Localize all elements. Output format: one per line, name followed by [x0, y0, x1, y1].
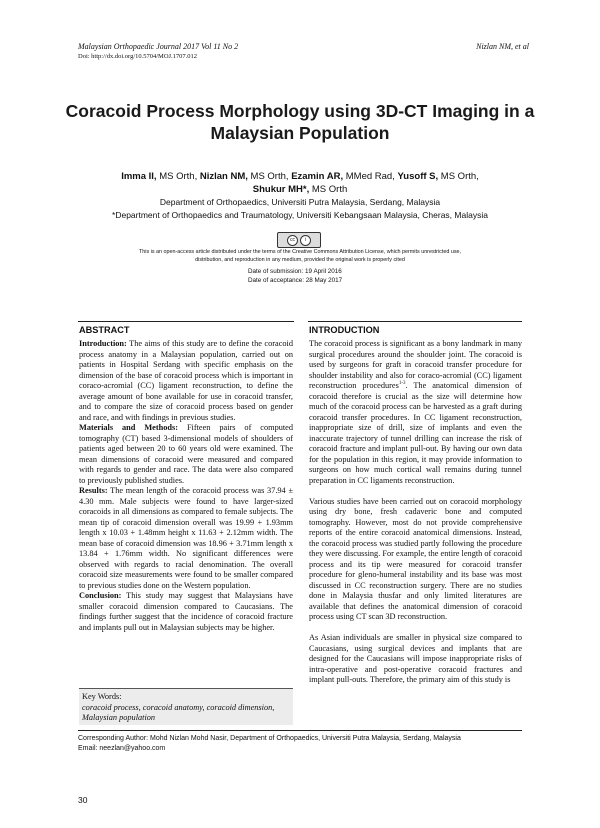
corresponding-email: Email: neezlan@yahoo.com [78, 744, 166, 752]
author-degree: MS Orth, [250, 171, 289, 182]
intro-para-1-rest: . The anatomical dimension of coracoid therefore is crucial as the size will determine how much of the coracoid process can be harvested as a graft during coracoid transfer procedures. In CC ligament reconstruction, inappropriate size of drill, size of implants and even the inaccurate trajectory of tunnel drilling can increase the risk of coracoid fracture and implant pull-out. By having our own data for the population in this region, it may provide information to surgeons on how much cortical wall remains during tunnel preparation in CC ligaments reconstruction. [309, 381, 522, 485]
author-name: Nizlan NM, [199, 171, 248, 182]
divider-right [308, 321, 522, 322]
creative-commons-badge [277, 232, 321, 248]
conclusion-text: This study may suggest that Malaysians have smaller coracoid dimension compared to Caucasians. The findings further suggest that the incidence of coracoid fracture and implants pull out in Malaysian subjects may be higher. [79, 591, 293, 632]
introduction-heading: INTRODUCTION [309, 325, 380, 335]
author-degree: MMed Rad, [345, 171, 395, 182]
abstract-heading: ABSTRACT [79, 325, 130, 335]
methods-label: Materials and Methods: [79, 423, 178, 432]
author-name: Yusoff S, [397, 171, 439, 182]
cc-icon: cc [287, 235, 298, 246]
footer-divider [78, 730, 522, 731]
submission-date: Date of submission: 19 April 2016 [248, 268, 342, 275]
author-name: Imma II, [121, 171, 157, 182]
methods-text: Fifteen pairs of computed tomography (CT) based 3-dimensional models of shoulders of patients aged between 20 to 60 years old were examined. The mean dimensions of coracoid were measured and compared with regards to gender and race. The data were also compared to previously published studies. [79, 423, 293, 485]
intro-para-3: As Asian individuals are smaller in physical size compared to Caucasians, using surgical devices and implants that are designed for the Caucasians will impose inappropriate risks of intra-operative and post-operative coracoid fractures and implant pull-outs. Therefore, the primary aim of this study is [309, 633, 522, 684]
author-list [80, 171, 520, 196]
keywords-values: coracoid process, coracoid anatomy, coracoid dimension, Malaysian population [82, 703, 275, 722]
article-dates [248, 268, 342, 285]
author-degree: MS Orth [311, 183, 348, 195]
corresponding-line: Corresponding Author: Mohd Nizlan Mohd Nasir, Department of Orthopaedics, Universiti Putra Malaysia, Serdang, Malaysia [78, 735, 461, 742]
affiliation-line: *Department of Orthopaedics and Traumatology, Universiti Kebangsaan Malaysia, Cheras, Malaysia [112, 210, 488, 220]
license-text [118, 248, 482, 264]
corresponding-author [78, 734, 461, 753]
intro-para-2: Various studies have been carried out on coracoid morphology using dry bone, fresh cadaveric bone and computed tomography. However, most do not provide comprehensive reports of the entire coracoid anatomical dimensions. Instead, the coracoid process was studied partly following the procedure they were discussing. For example, the entire length of coracoid process and its tip were measured for coracoid transfer procedure for gleno-humeral instability and its base was most discussed in CC reconstruction surgery. There are no studies done in Malaysia thusfar and only limited literatures are available that defines the anatomical dimension of coracoid process using CT scan 3D reconstruction. [309, 496, 522, 621]
license-line: This is an open-access article distributed under the terms of the Creative Commons Attribution License, which permits unrestricted use, [138, 249, 462, 255]
divider-left [78, 321, 294, 322]
introduction-body [309, 339, 522, 686]
license-line: distribution, and reproduction in any medium, provided the original work is properly cited [195, 257, 405, 263]
journal-name: Malaysian Orthopaedic Journal 2017 Vol 11 No 2 [78, 42, 239, 51]
author-degree: MS Orth, [440, 171, 479, 182]
article-title: Coracoid Process Morphology using 3D-CT Imaging in a Malaysian Population [65, 101, 535, 143]
conclusion-label: Conclusion: [79, 591, 122, 600]
results-text: The mean length of the coracoid process was 37.94 ± 4.30 mm. Male subjects were found to have larger-sized coracoids in all dimensions as compared to female subjects. The mean tip of coracoid dimension overall was 19.99 + 1.93mm length x 10.03 + 1.48mm height x 11.63 + 2.12mm width. The mean base of coracoid dimension was 18.96 + 3.71mm length x 13.84 + 1.76mm width. No significant differences were observed with regards to racial denomination. The overall coracoid size measurements were found to be smaller compared to previous studies done on the Western population. [79, 486, 293, 590]
author-name: Shukur MH*, [252, 183, 310, 195]
by-icon: i [300, 235, 311, 246]
page-number: 30 [78, 795, 88, 805]
intro-text: The aims of this study are to define the coracoid process anatomy in a Malaysian population, carried out on patients in Hospital Serdang with specific emphasis on the dimension of the base of coracoid process which is important in coraco-acromial (CC) ligament reconstruction, to define the average amount of bone available for use in coracoid transfer, and to compare the size of coracoid process based on gender and race, and with findings in previous studies. [79, 339, 293, 422]
acceptance-date: Date of acceptance: 28 May 2017 [248, 276, 343, 284]
doi-link[interactable]: Doi: http://dx.doi.org/10.5704/MOJ.1707.012 [78, 53, 198, 60]
author-degree: MS Orth, [159, 171, 198, 182]
affiliation-line: Department of Orthopaedics, Universiti Putra Malaysia, Serdang, Malaysia [159, 197, 441, 207]
keywords-label: Key Words: [82, 692, 122, 701]
author-name: Ezamin AR, [291, 171, 344, 182]
results-label: Results: [79, 486, 108, 495]
citation-ref: 1-3 [398, 381, 406, 387]
intro-label: Introduction: [79, 339, 127, 348]
affiliations [60, 196, 540, 222]
abstract-body [79, 339, 293, 633]
keywords-box [79, 688, 293, 725]
running-author: Nizlan NM, et al [476, 42, 529, 51]
intro-para-1: The coracoid process is significant as a bony landmark in many surgical procedures around the shoulder joint. The coracoid is used by surgeons for graft in coracoid transfer procedure for shoulder instability and also for coraco-acromial (CC) ligament reconstruction procedures [309, 339, 522, 390]
